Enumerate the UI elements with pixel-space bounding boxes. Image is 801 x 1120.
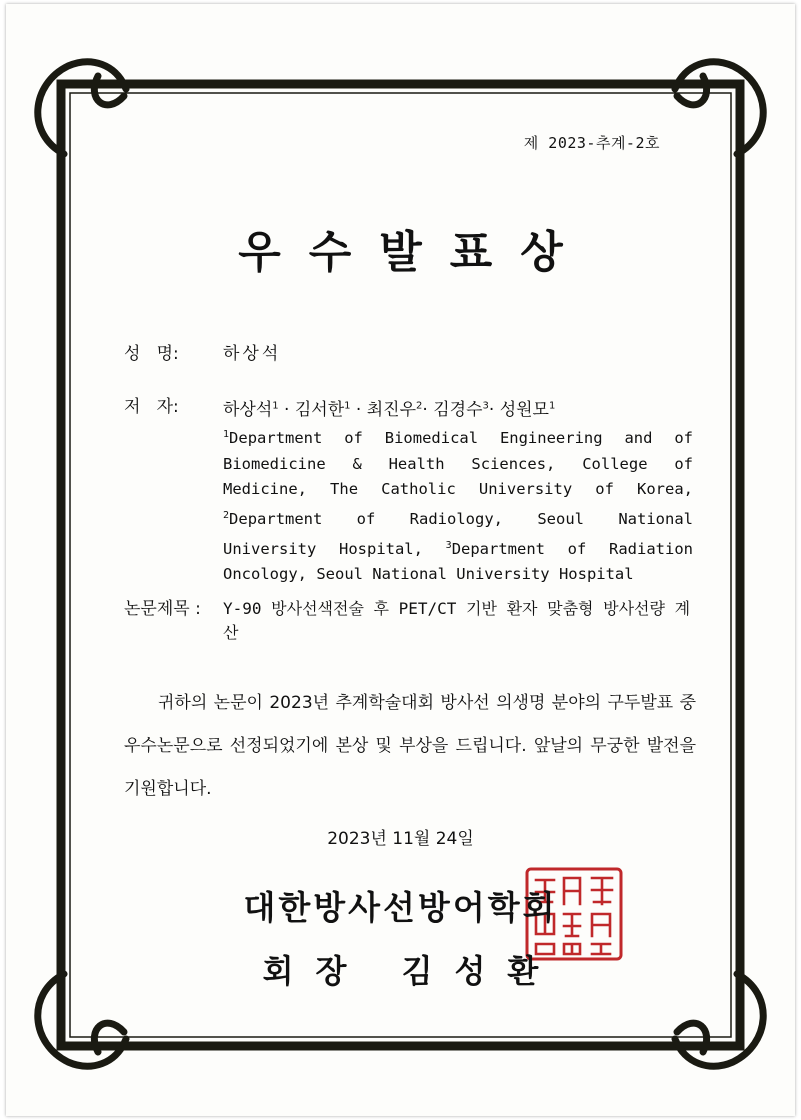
affiliation-text: Department of Radiology, Seoul National University Hospital, — [223, 510, 693, 558]
award-date: 2023년 11월 24일 — [327, 829, 474, 849]
name-label: 성 명: — [124, 344, 179, 364]
authors-label: 저 자: — [124, 397, 179, 417]
author-affiliation-mark: 1 — [548, 400, 556, 412]
author-name: 성원모 — [499, 400, 549, 420]
author-affiliation-mark: 3 — [482, 400, 489, 412]
affiliation-mark: 2 — [223, 509, 230, 521]
certificate-paper — [6, 4, 795, 1116]
author-separator: · — [488, 400, 500, 420]
authors-list — [223, 395, 555, 420]
award-statement: 귀하의 논문이 2023년 추계학술대회 방사선 의생명 분야의 구두발표 중 우수논문으로 선정되었기에 본상 및 부상을 드립니다. 앞날의 무궁한 발전을 기원합니다. — [124, 693, 696, 799]
author-name: 최진우 — [366, 400, 417, 420]
paper-title: Y-90 방사선색전술 후 PET/CT 기반 환자 맞춤형 방사선량 계산 — [223, 599, 691, 642]
affiliation-text: Department of Radiation Oncology, Seoul National University Hospital — [223, 539, 693, 584]
certificate-title: 우수발표상 — [238, 227, 591, 278]
paper-title-label: 논문제목 : — [124, 599, 201, 619]
author-separator: · — [350, 400, 367, 420]
name-value: 하상석 — [223, 344, 282, 364]
organization-name: 대한방사선방어학회 — [243, 888, 558, 927]
author-affiliation-mark: 1 — [272, 400, 279, 412]
affiliation-mark: 1 — [223, 429, 230, 440]
affiliations — [223, 422, 693, 588]
president-signature: 회장 김성환 — [262, 952, 561, 990]
author-separator: · — [278, 400, 295, 420]
author-name: 김경수 — [433, 400, 483, 420]
author-name: 김서한 — [294, 400, 345, 420]
author-affiliation-mark: 2 — [416, 400, 423, 412]
author-affiliation-mark: 1 — [344, 400, 351, 412]
affiliation-text: Department of Biomedical Engineering and of Biomedicine & Health Sciences, College of Medicine, The Catholic University of Korea, — [223, 429, 693, 499]
affiliation-mark: 3 — [445, 539, 452, 551]
certificate-number: 제 2023-추계-2호 — [523, 134, 660, 152]
author-name: 하상석 — [223, 400, 273, 420]
author-separator: · — [422, 400, 434, 420]
